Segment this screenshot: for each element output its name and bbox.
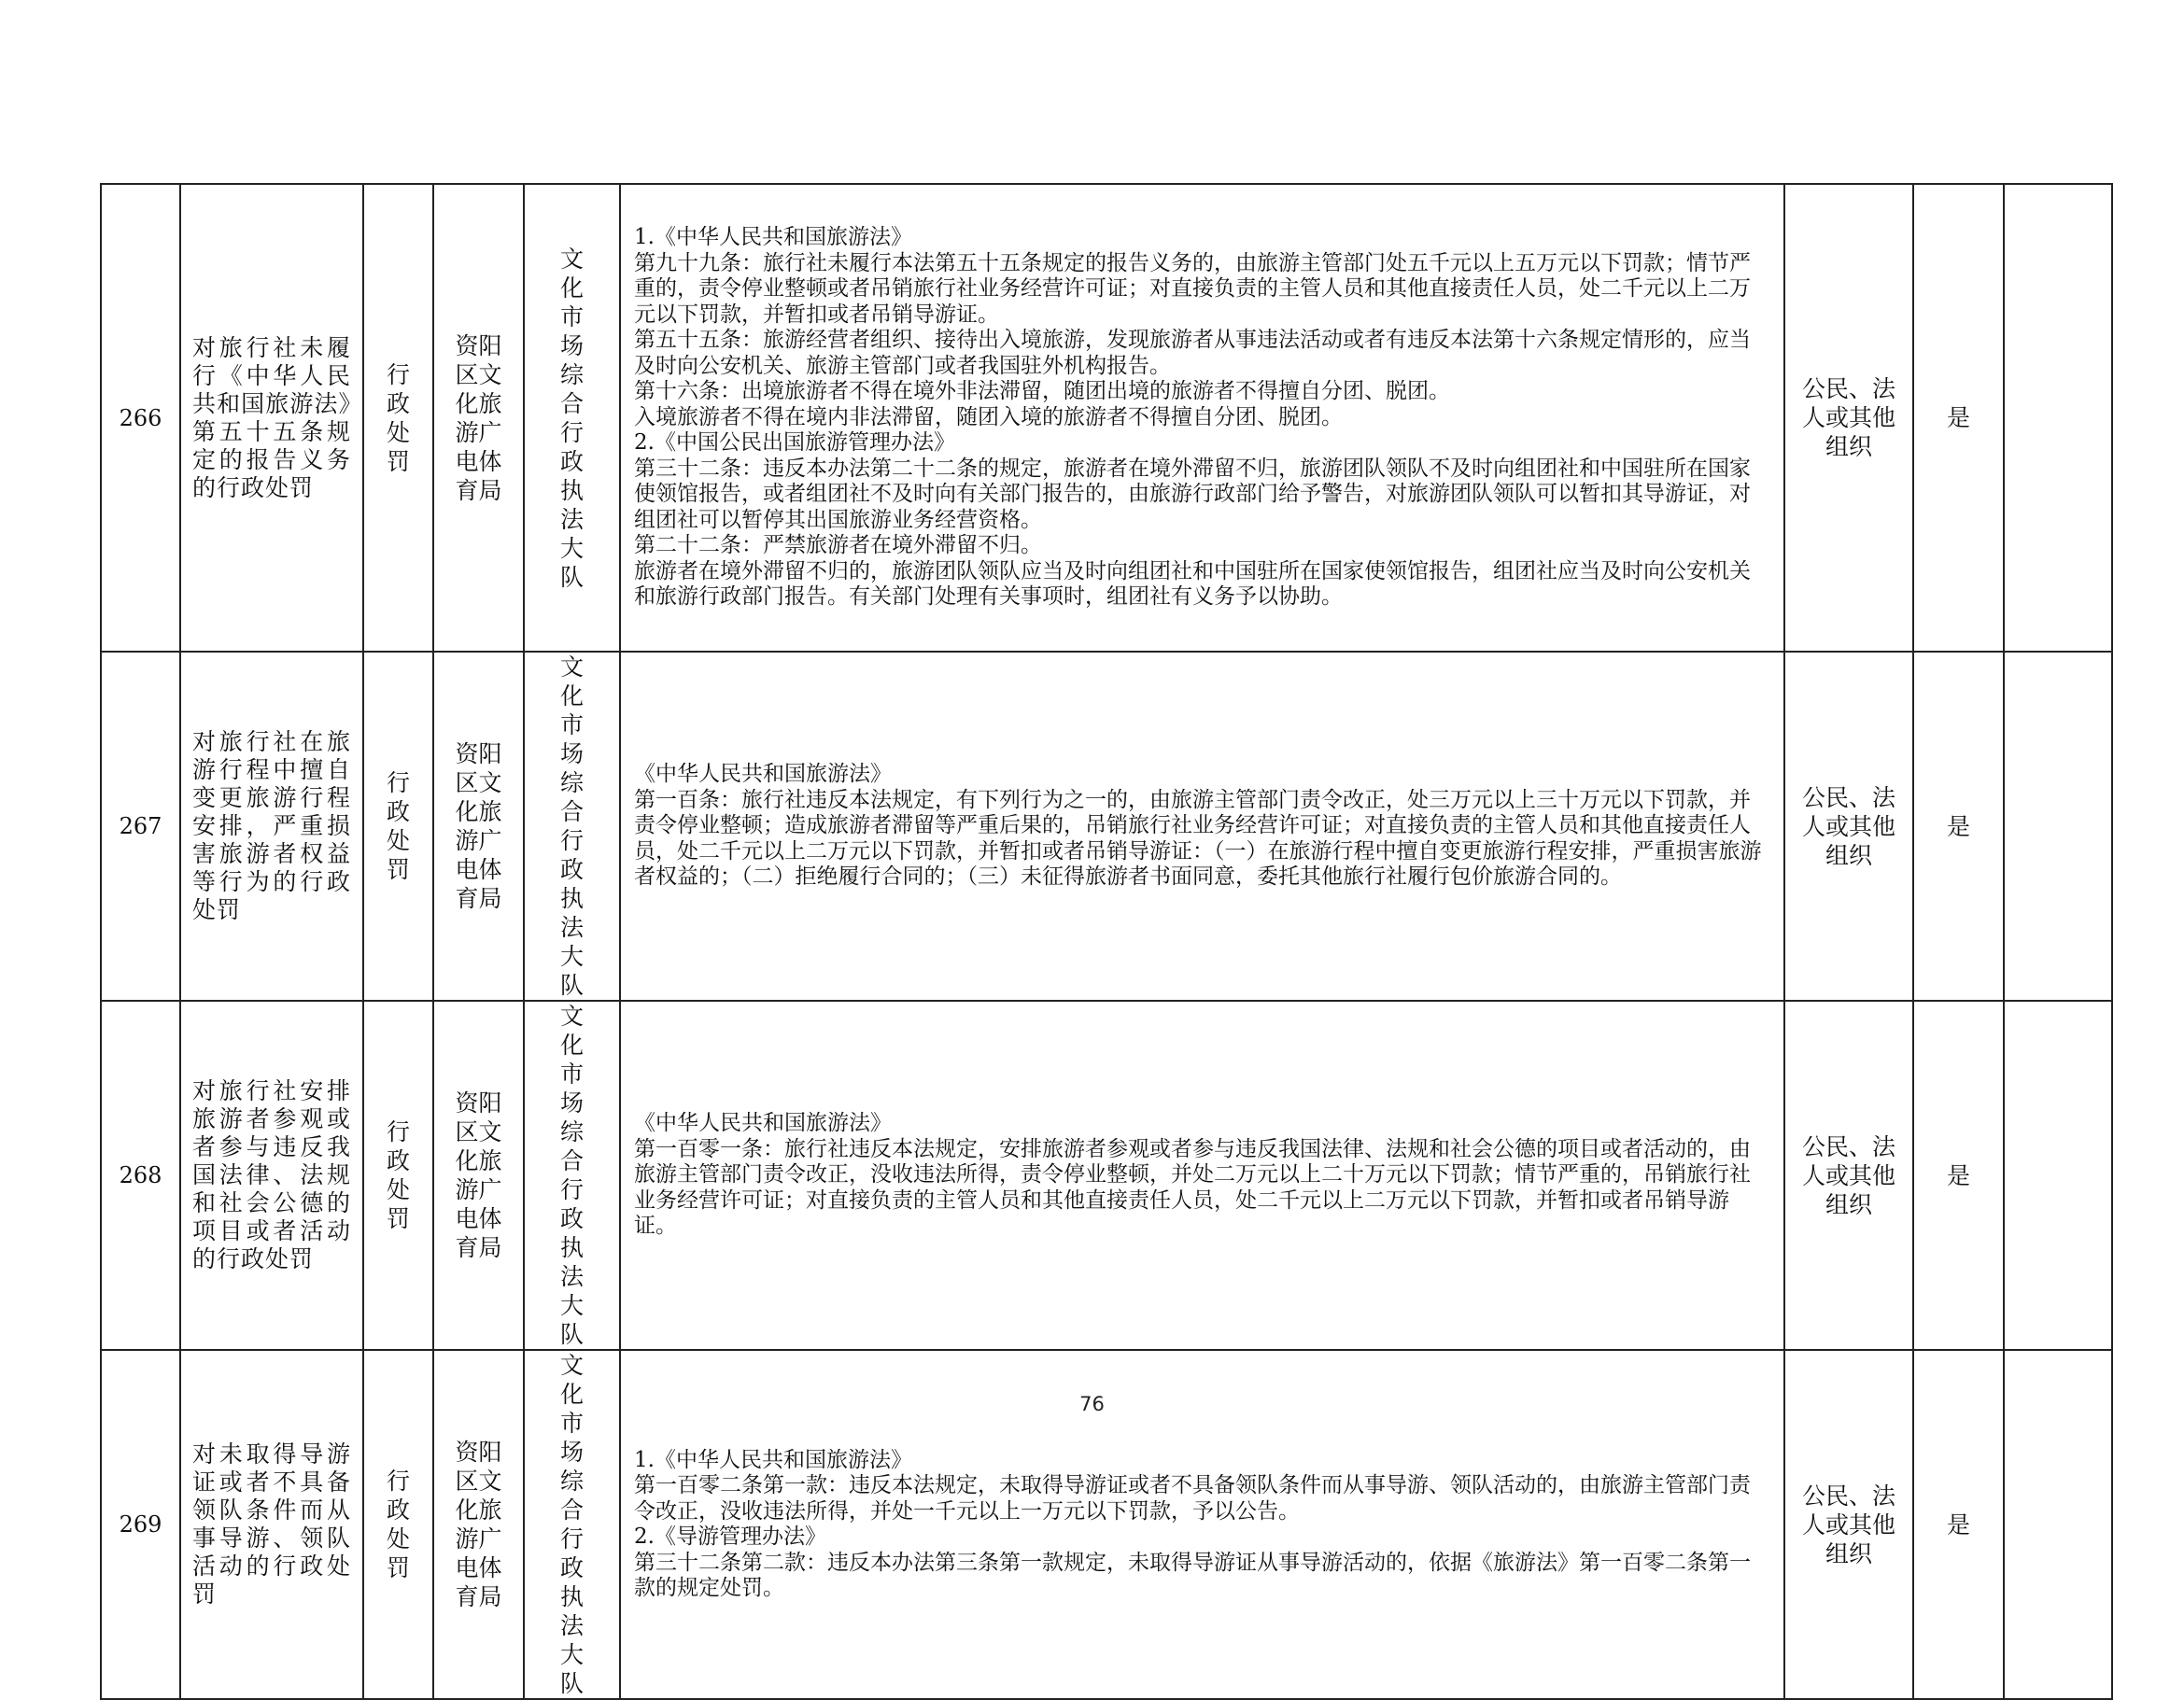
item-authority-text: 资阳区文化旅游广电体育局 [455,1089,502,1261]
item-flag [1913,652,2004,1001]
item-scope [1784,184,1913,652]
item-category [363,184,433,652]
item-flag-text: 是 [1946,1510,1970,1538]
basis-line: 旅游者在境外滞留不归的，旅游团队领队应当及时向组团社和中国驻所在国家使领馆报告，组团社应当及时向公安机关和旅游行政部门报告。有关部门处理有关事项时，组团社有义务予以协助。 [634,558,1751,610]
basis-line: 第一百零二条第一款：违反本法规定，未取得导游证或者不具备领队条件而从事导游、领队活动的，由旅游主管部门责令改正，没收违法所得，并处一千元以上一万元以下罚款，予以公告。 [634,1473,1751,1524]
basis-line: 《中华人民共和国旅游法》 [634,762,892,787]
item-name: 对旅行社未履行《中华人民共和国旅游法》第五十五条规定的报告义务的行政处罚 [180,184,363,652]
item-number: 268 [101,1001,180,1350]
item-authority [433,184,524,652]
item-flag-text: 是 [1946,1161,1970,1189]
table-row [101,652,2112,1001]
item-scope [1784,652,1913,1001]
item-authority [433,1001,524,1350]
item-flag-text: 是 [1946,812,1970,840]
item-category-text: 行政处罚 [386,360,410,475]
item-scope-text: 公民、法人或其他组织 [1801,783,1895,869]
basis-line: 1.《中华人民共和国旅游法》 [634,225,912,250]
item-category-text: 行政处罚 [386,1468,410,1581]
item-unit-text: 文化市场综合行政执法大队 [559,1352,584,1697]
item-scope-text: 公民、法人或其他组织 [1801,375,1895,460]
basis-line: 第一百条：旅行社违反本法规定，有下列行为之一的，由旅游主管部门责令改正，处三万元以上三十万元以下罚款，并责令停业整顿；造成旅游者滞留等严重后果的，吊销旅行社业务经营许可证；对直接负责的主管人员和其他直接责任人员，处二千元以上二万元以下罚款，并暂扣或者吊销导游证：（一）在旅游行程中擅自变更旅游行程安排，严重损害旅游者权益的；（二）拒绝履行合同的；（三）未征得旅游者书面同意，委托其他旅行社履行包价旅游合同的。 [634,787,1762,890]
basis-line: 《中华人民共和国旅游法》 [634,1111,892,1136]
item-flag [1913,184,2004,652]
item-name: 对旅行社安排旅游者参观或者参与违反我国法律、法规和社会公德的项目或者活动的行政处罚 [180,1001,363,1350]
item-number: 266 [101,184,180,652]
item-scope-text: 公民、法人或其他组织 [1801,1132,1895,1218]
item-unit-text: 文化市场综合行政执法大队 [559,653,584,999]
page-number: 76 [1079,1393,1105,1415]
item-name: 对旅行社在旅游行程中擅自变更旅游行程安排，严重损害旅游者权益等行为的行政处罚 [180,652,363,1001]
item-unit [524,184,620,652]
item-authority-text: 资阳区文化旅游广电体育局 [455,1439,502,1610]
basis-line: 第二十二条：严禁旅游者在境外滞留不归。 [634,533,1042,558]
item-remark [2004,652,2112,1001]
item-authority-text: 资阳区文化旅游广电体育局 [455,331,502,504]
item-flag [1913,1001,2004,1350]
item-category-text: 行政处罚 [386,769,410,883]
item-unit [524,652,620,1001]
item-category [363,1001,433,1350]
basis-line: 第五十五条：旅游经营者组织、接待出入境旅游，发现旅游者从事违法活动或者有违反本法第十六条规定情形的，应当及时向公安机关、旅游主管部门或者我国驻外机构报告。 [634,328,1751,378]
item-number: 269 [101,1350,180,1699]
item-unit-text: 文化市场综合行政执法大队 [559,245,584,591]
item-number: 267 [101,652,180,1001]
item-unit [524,1001,620,1350]
item-remark [2004,1001,2112,1350]
item-legal-basis [620,652,1784,1001]
table-row [101,1001,2112,1350]
basis-line: 2.《中国公民出国旅游管理办法》 [634,430,955,456]
basis-line: 2.《导游管理办法》 [634,1524,826,1549]
item-category-text: 行政处罚 [386,1118,410,1232]
item-category [363,652,433,1001]
item-scope [1784,1001,1913,1350]
item-authority [433,652,524,1001]
basis-line: 入境旅游者不得在境内非法滞留，随团入境的旅游者不得擅自分团、脱团。 [634,404,1343,429]
basis-line: 第一百零一条：旅行社违反本法规定，安排旅游者参观或者参与违反我国法律、法规和社会公德的项目或者活动的，由旅游主管部门责令改正，没收违法所得，责令停业整顿，并处二万元以上二十万元以下罚款；情节严重的，吊销旅行社业务经营许可证；对直接负责的主管人员和其他直接责任人员，处二千元以上二万元以下罚款，并暂扣或者吊销导游证。 [634,1136,1751,1239]
basis-line: 1.《中华人民共和国旅游法》 [634,1447,912,1472]
power-list-table [100,183,2113,1700]
item-authority-text: 资阳区文化旅游广电体育局 [455,740,502,912]
item-flag-text: 是 [1946,404,1970,431]
basis-line: 第十六条：出境旅游者不得在境外非法滞留，随团出境的旅游者不得擅自分团、脱团。 [634,379,1450,404]
item-remark [2004,184,2112,652]
item-name: 对未取得导游证或者不具备领队条件而从事导游、领队活动的行政处罚 [180,1350,363,1699]
basis-line: 第九十九条：旅行社未履行本法第五十五条规定的报告义务的，由旅游主管部门处五千元以上五万元以下罚款；情节严重的，责令停业整顿或者吊销旅行社业务经营许可证；对直接负责的主管人员和其他直接责任人员，处二千元以上二万元以下罚款，并暂扣或者吊销导游证。 [634,250,1751,327]
basis-line: 第三十二条第二款：违反本办法第三条第一款规定，未取得导游证从事导游活动的，依据《旅游法》第一百零二条第一款的规定处罚。 [634,1550,1751,1600]
item-legal-basis [620,1001,1784,1350]
item-unit-text: 文化市场综合行政执法大队 [559,1003,584,1348]
basis-line: 第三十二条：违反本办法第二十二条的规定，旅游者在境外滞留不归，旅游团队领队不及时向组团社和中国驻所在国家使领馆报告，或者组团社不及时向有关部门报告的，由旅游行政部门给予警告，对旅游团队领队可以暂扣其导游证，对组团社可以暂停其出国旅游业务经营资格。 [634,456,1751,532]
table-row [101,184,2112,652]
item-scope-text: 公民、法人或其他组织 [1801,1482,1895,1567]
item-legal-basis [620,184,1784,652]
